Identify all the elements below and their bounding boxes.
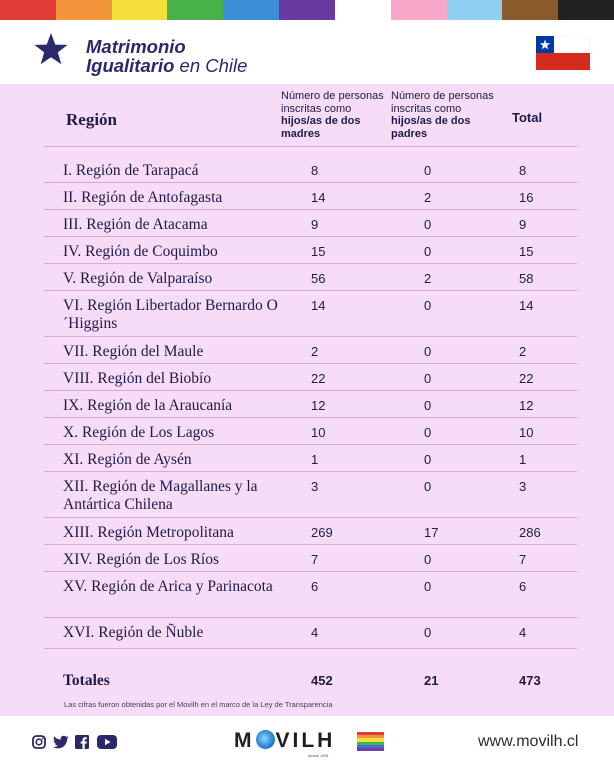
footer [0,716,614,768]
title-line-2-rest: en Chile [174,55,248,76]
rainbow-segment [335,0,391,20]
total-cell: 7 [519,552,527,567]
column-header-fathers [391,90,499,140]
total-cell: 3 [519,479,527,494]
fathers-cell: 0 [424,625,432,640]
chile-flag-icon [536,36,590,70]
total-cell: 58 [519,271,534,286]
total-cell: 10 [519,425,534,440]
region-cell: VII. Región del Maule [63,343,204,360]
mothers-cell: 9 [311,217,319,232]
logo-globe-icon [256,730,275,749]
fathers-cell: 2 [424,190,432,205]
fathers-cell: 0 [424,398,432,413]
mothers-cell: 2 [311,344,319,359]
rainbow-segment [447,0,503,20]
row-divider [44,263,577,264]
region-cell: I. Región de Tarapacá [63,162,199,179]
total-cell: 12 [519,398,534,413]
rainbow-segment [558,0,614,20]
total-cell: 14 [519,298,534,313]
column-header-mothers-text: Número de personas inscritas como [281,90,384,115]
fathers-cell: 0 [424,552,432,567]
facebook-icon[interactable] [75,735,89,749]
mothers-cell: 22 [311,371,326,386]
rainbow-segment [167,0,223,20]
logo-text-end: VILH [275,729,336,752]
column-header-fathers-bold: hijos/as de dos padres [391,115,471,140]
title-line-2-bold: Igualitario [86,55,175,76]
rainbow-stripe [0,0,614,20]
region-cell: XIV. Región de Los Ríos [63,551,220,568]
row-divider [44,517,577,518]
total-cell: 9 [519,217,527,232]
fathers-cell: 0 [424,217,432,232]
mothers-cell: 269 [311,525,333,540]
region-cell: II. Región de Antofagasta [63,189,223,206]
fathers-cell: 0 [424,371,432,386]
twitter-icon[interactable] [53,735,69,749]
rainbow-flag-icon [357,732,384,751]
logo-subtitle: desde 1991 [308,753,329,758]
total-cell: 6 [519,579,527,594]
totals-total: 473 [519,673,541,688]
fathers-cell: 0 [424,452,432,467]
row-divider [44,236,577,237]
region-cell: XII. Región de Magallanes y la Antártica Chilena [63,478,258,513]
column-header-mothers [281,90,389,140]
row-divider [44,390,577,391]
row-divider [44,336,577,337]
region-cell: XVI. Región de Ñuble [63,624,204,641]
region-cell: X. Región de Los Lagos [63,424,215,441]
mothers-cell: 12 [311,398,326,413]
column-header-region: Región [66,110,117,129]
mothers-cell: 3 [311,479,319,494]
rainbow-segment [279,0,335,20]
region-cell: XI. Región de Aysén [63,451,192,468]
mothers-cell: 1 [311,452,319,467]
row-divider [44,648,577,649]
rainbow-segment [223,0,279,20]
fathers-cell: 0 [424,163,432,178]
header [0,20,614,84]
logo-text-start: M [234,729,255,752]
mothers-cell: 15 [311,244,326,259]
region-cell: XIII. Región Metropolitana [63,524,234,541]
row-divider [44,471,577,472]
total-cell: 22 [519,371,534,386]
totals-label: Totales [63,672,110,689]
mothers-cell: 8 [311,163,319,178]
total-cell: 16 [519,190,534,205]
total-cell: 8 [519,163,527,178]
youtube-icon[interactable] [97,735,117,749]
row-divider [44,146,577,147]
region-cell: IX. Región de la Araucanía [63,397,233,414]
rainbow-segment [56,0,112,20]
row-divider [44,363,577,364]
fathers-cell: 0 [424,344,432,359]
mothers-cell: 14 [311,298,326,313]
fathers-cell: 0 [424,244,432,259]
mothers-cell: 14 [311,190,326,205]
row-divider [44,182,577,183]
star-icon [33,32,69,66]
totals-mothers: 452 [311,673,333,688]
row-divider [44,209,577,210]
total-cell: 286 [519,525,541,540]
column-header-total: Total [512,110,543,125]
region-cell: XV. Región de Arica y Parinacota [63,578,273,595]
rainbow-segment [0,0,56,20]
fathers-cell: 17 [424,525,439,540]
totals-fathers: 21 [424,673,439,688]
mothers-cell: 4 [311,625,319,640]
region-cell: V. Región de Valparaíso [63,270,213,287]
movilh-logo [234,729,335,753]
rainbow-segment [391,0,447,20]
region-cell: IV. Región de Coquimbo [63,243,218,260]
rainbow-segment [502,0,558,20]
total-cell: 1 [519,452,527,467]
fathers-cell: 0 [424,425,432,440]
fathers-cell: 2 [424,271,432,286]
source-note: Las cifras fueron obtenidas por el Movilh en el marco de la Ley de Transparencia [64,700,333,709]
mothers-cell: 6 [311,579,319,594]
region-cell: III. Región de Atacama [63,216,208,233]
mothers-cell: 10 [311,425,326,440]
total-cell: 4 [519,625,527,640]
instagram-icon[interactable] [32,735,46,749]
fathers-cell: 0 [424,479,432,494]
row-divider [44,444,577,445]
fathers-cell: 0 [424,298,432,313]
mothers-cell: 56 [311,271,326,286]
row-divider [44,571,577,572]
row-divider [44,417,577,418]
total-cell: 15 [519,244,534,259]
rainbow-segment [112,0,168,20]
total-cell: 2 [519,344,527,359]
row-divider [44,290,577,291]
page-title [86,37,247,75]
region-cell: VIII. Región del Biobío [63,370,212,387]
column-header-fathers-text: Número de personas inscritas como [391,90,494,115]
mothers-cell: 7 [311,552,319,567]
title-line-1: Matrimonio [86,36,186,57]
column-header-mothers-bold: hijos/as de dos madres [281,115,361,140]
row-divider [44,617,577,618]
website-link[interactable]: www.movilh.cl [478,733,579,750]
region-cell: VI. Región Libertador Bernardo O´Higgins [63,297,278,332]
fathers-cell: 0 [424,579,432,594]
row-divider [44,544,577,545]
